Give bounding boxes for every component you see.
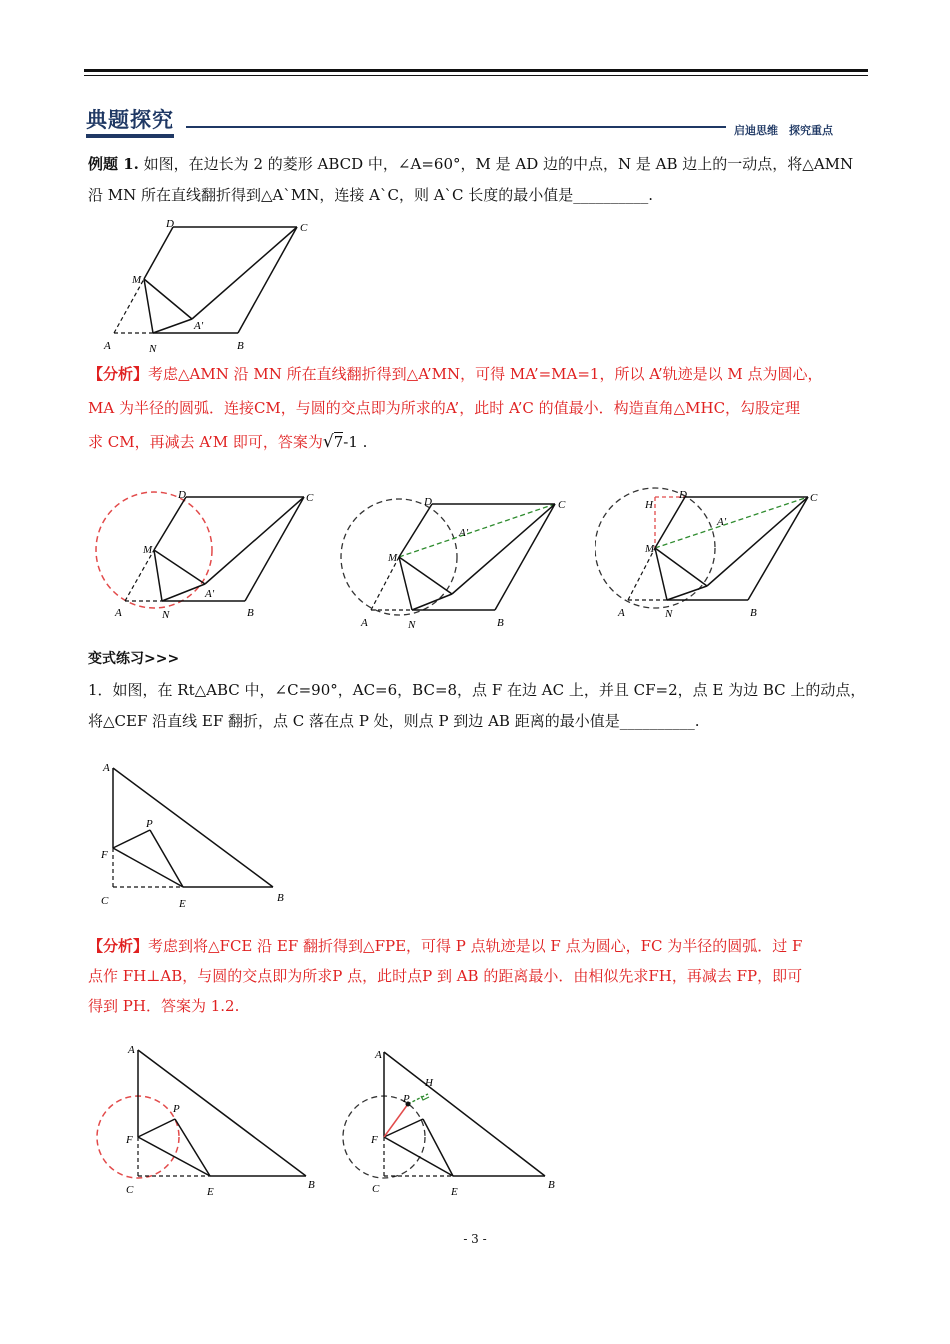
- analysis1-line3: 求 CM，再减去 A’M 即可，答案为: [88, 433, 323, 451]
- variant-title: 变式练习>>>: [88, 651, 180, 667]
- label-C: C: [558, 499, 566, 511]
- label-D: D: [679, 489, 687, 501]
- label-A: A: [128, 1044, 135, 1056]
- analysis2-line1: 考虑到将△FCE 沿 EF 翻折得到△FPE，可得 P 点轨迹是以 F 点为圆心，FC 为半径的圆弧．过 F: [148, 937, 803, 955]
- label-M: M: [132, 274, 142, 286]
- sqrt-symbol: √: [322, 432, 334, 452]
- label-H: H: [645, 499, 653, 511]
- label-A1: A': [194, 320, 204, 332]
- label-B: B: [277, 892, 284, 904]
- label-E: E: [179, 898, 186, 910]
- example1-figure: [100, 215, 320, 355]
- example1-text: [88, 149, 868, 211]
- variant-analysis: [88, 931, 868, 1021]
- analysis1-figure-a: [90, 480, 330, 630]
- analysis2-line3: 得到 PH．答案为 1.2.: [88, 997, 240, 1015]
- analysis2-prefix: 【分析】: [88, 937, 149, 955]
- sqrt-radicand: 7: [333, 433, 344, 451]
- label-F: F: [101, 849, 108, 861]
- label-N: N: [665, 608, 673, 620]
- example1-line1: 如图，在边长为 2 的菱形 ABCD 中，∠A=60°，M 是 AD 边的中点，N 是 AB 边上的一动点，将△AMN: [143, 155, 854, 173]
- header-rule-thick: [84, 69, 868, 72]
- label-C: C: [306, 492, 314, 504]
- label-M: M: [143, 544, 153, 556]
- example1-label: 例题 1.: [88, 155, 139, 173]
- label-A: A: [375, 1049, 382, 1061]
- label-M: M: [645, 543, 655, 555]
- label-C: C: [810, 492, 818, 504]
- section-divider: [186, 126, 726, 128]
- label-E: E: [207, 1186, 214, 1198]
- analysis1-line2: MA 为半径的圆弧．连接CM，与圆的交点即为所求的A’，此时 A’C 的值最小．构造直角△MHC，勾股定理: [88, 399, 801, 417]
- variant-q1-figure: [95, 755, 305, 915]
- segment-MC-dashed: [399, 504, 555, 557]
- label-C: C: [372, 1183, 380, 1195]
- label-B: B: [237, 340, 244, 352]
- label-A1: A': [205, 588, 215, 600]
- label-F: F: [126, 1134, 133, 1146]
- label-A: A: [618, 607, 625, 619]
- label-N: N: [162, 609, 170, 621]
- section-title-underline: [86, 134, 174, 138]
- segment-A1C: [192, 227, 297, 319]
- segment-AM-dashed: [114, 279, 144, 333]
- label-M: M: [388, 552, 398, 564]
- label-C: C: [300, 222, 308, 234]
- label-B: B: [548, 1179, 555, 1191]
- segment-CB: [238, 227, 297, 333]
- label-C: C: [126, 1184, 134, 1196]
- analysis2-line2: 点作 FH⊥AB，与圆的交点即为所求P 点，此时点P 到 AB 的距离最小．由相似先求FH，再减去 FP，即可: [88, 967, 803, 985]
- section-title: 典题探究: [86, 108, 174, 132]
- label-B: B: [750, 607, 757, 619]
- label-P: P: [403, 1093, 410, 1105]
- label-D: D: [424, 496, 432, 508]
- section-tag: 启迪思维 探究重点: [734, 124, 833, 137]
- segment-NA1: [153, 319, 192, 333]
- label-A: A: [361, 617, 368, 629]
- analysis1-line1: 考虑△AMN 沿 MN 所在直线翻折得到△A’MN，可得 MA’=MA=1，所以 A’轨迹是以 M 点为圆心，: [148, 365, 823, 383]
- label-A: A: [104, 340, 111, 352]
- label-N: N: [149, 343, 157, 355]
- label-E: E: [451, 1186, 458, 1198]
- analysis2-figure-b: [335, 1040, 575, 1200]
- segment-AB: [113, 768, 273, 887]
- label-P: P: [146, 818, 153, 830]
- example1-line2: 沿 MN 所在直线翻折得到△A`MN，连接 A`C，则 A`C 长度的最小值是__________.: [88, 186, 654, 204]
- variant-q1-text: [88, 675, 868, 737]
- segment-MN: [144, 279, 153, 333]
- header-rule-thin: [84, 75, 868, 76]
- analysis1-figure-b: [335, 480, 580, 635]
- segment-MA1: [144, 279, 192, 319]
- label-A1: A': [459, 527, 469, 539]
- label-B: B: [247, 607, 254, 619]
- segment-DM: [144, 227, 173, 279]
- label-A: A: [103, 762, 110, 774]
- label-D: D: [178, 489, 186, 501]
- answer-suffix: -1 .: [343, 433, 368, 451]
- label-D: D: [166, 218, 174, 230]
- variant-q1-line2: 将△CEF 沿直线 EF 翻折，点 C 落在点 P 处，则点 P 到边 AB 距离的最小值是__________.: [88, 712, 700, 730]
- label-A: A: [115, 607, 122, 619]
- label-B: B: [308, 1179, 315, 1191]
- label-C: C: [101, 895, 109, 907]
- page-number: - 3 -: [463, 1232, 487, 1246]
- segment-FP: [113, 830, 150, 848]
- variant-q1-line1: 1．如图，在 Rt△ABC 中，∠C=90°，AC=6，BC=8，点 F 在边 AC 上，并且 CF=2，点 E 为边 BC 上的动点，: [88, 681, 866, 699]
- analysis1-prefix: 【分析】: [88, 365, 149, 383]
- analysis2-figure-a: [88, 1035, 328, 1200]
- analysis1-figure-c: [595, 480, 835, 630]
- label-A1: A': [717, 516, 727, 528]
- label-F: F: [371, 1134, 378, 1146]
- label-N: N: [408, 619, 416, 631]
- example1-analysis: [88, 357, 868, 459]
- label-P: P: [173, 1103, 180, 1115]
- segment-MC-dashed: [655, 497, 808, 548]
- label-H: H: [425, 1077, 433, 1089]
- label-B: B: [497, 617, 504, 629]
